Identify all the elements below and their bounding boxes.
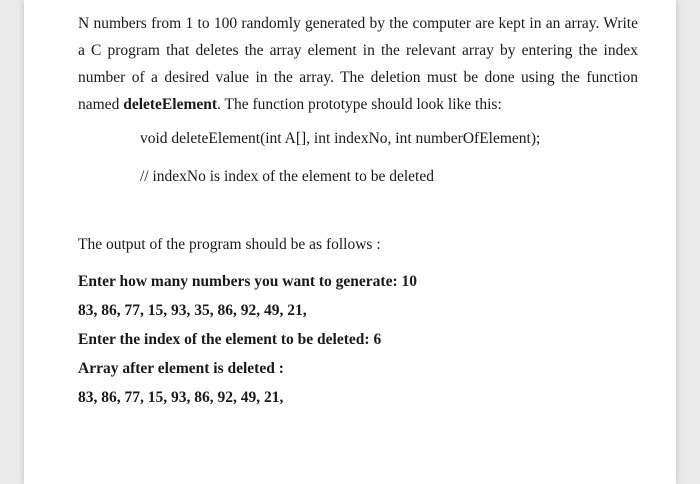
problem-text-start: N numbers from 1 to 100 randomly generated by the computer are kept in an array. Write a C program that deletes the array element in the relevant array by entering the index number of a desired value in the array. The deletion must be done using the function named (78, 15, 638, 113)
output-intro: The output of the program should be as follows : (78, 236, 381, 253)
document-page (24, 0, 676, 484)
problem-text-end: . The function prototype should look like this: (217, 96, 502, 113)
output-line-result-label: Array after element is deleted : (78, 360, 284, 377)
problem-statement (78, 10, 638, 118)
function-name: deleteElement (123, 96, 218, 113)
sample-output (78, 267, 638, 412)
output-line-prompt-index: Enter the index of the element to be deleted: 6 (78, 331, 382, 348)
output-line-array: 83, 86, 77, 15, 93, 35, 86, 92, 49, 21, (78, 302, 307, 319)
document-content (78, 10, 638, 412)
prototype-comment: // indexNo is index of the element to be deleted (140, 168, 434, 185)
output-line-result-array: 83, 86, 77, 15, 93, 86, 92, 49, 21, (78, 389, 284, 406)
function-prototype: void deleteElement(int A[], int indexNo, int numberOfElement); (140, 130, 541, 147)
output-line-prompt-count: Enter how many numbers you want to generate: 10 (78, 273, 417, 290)
